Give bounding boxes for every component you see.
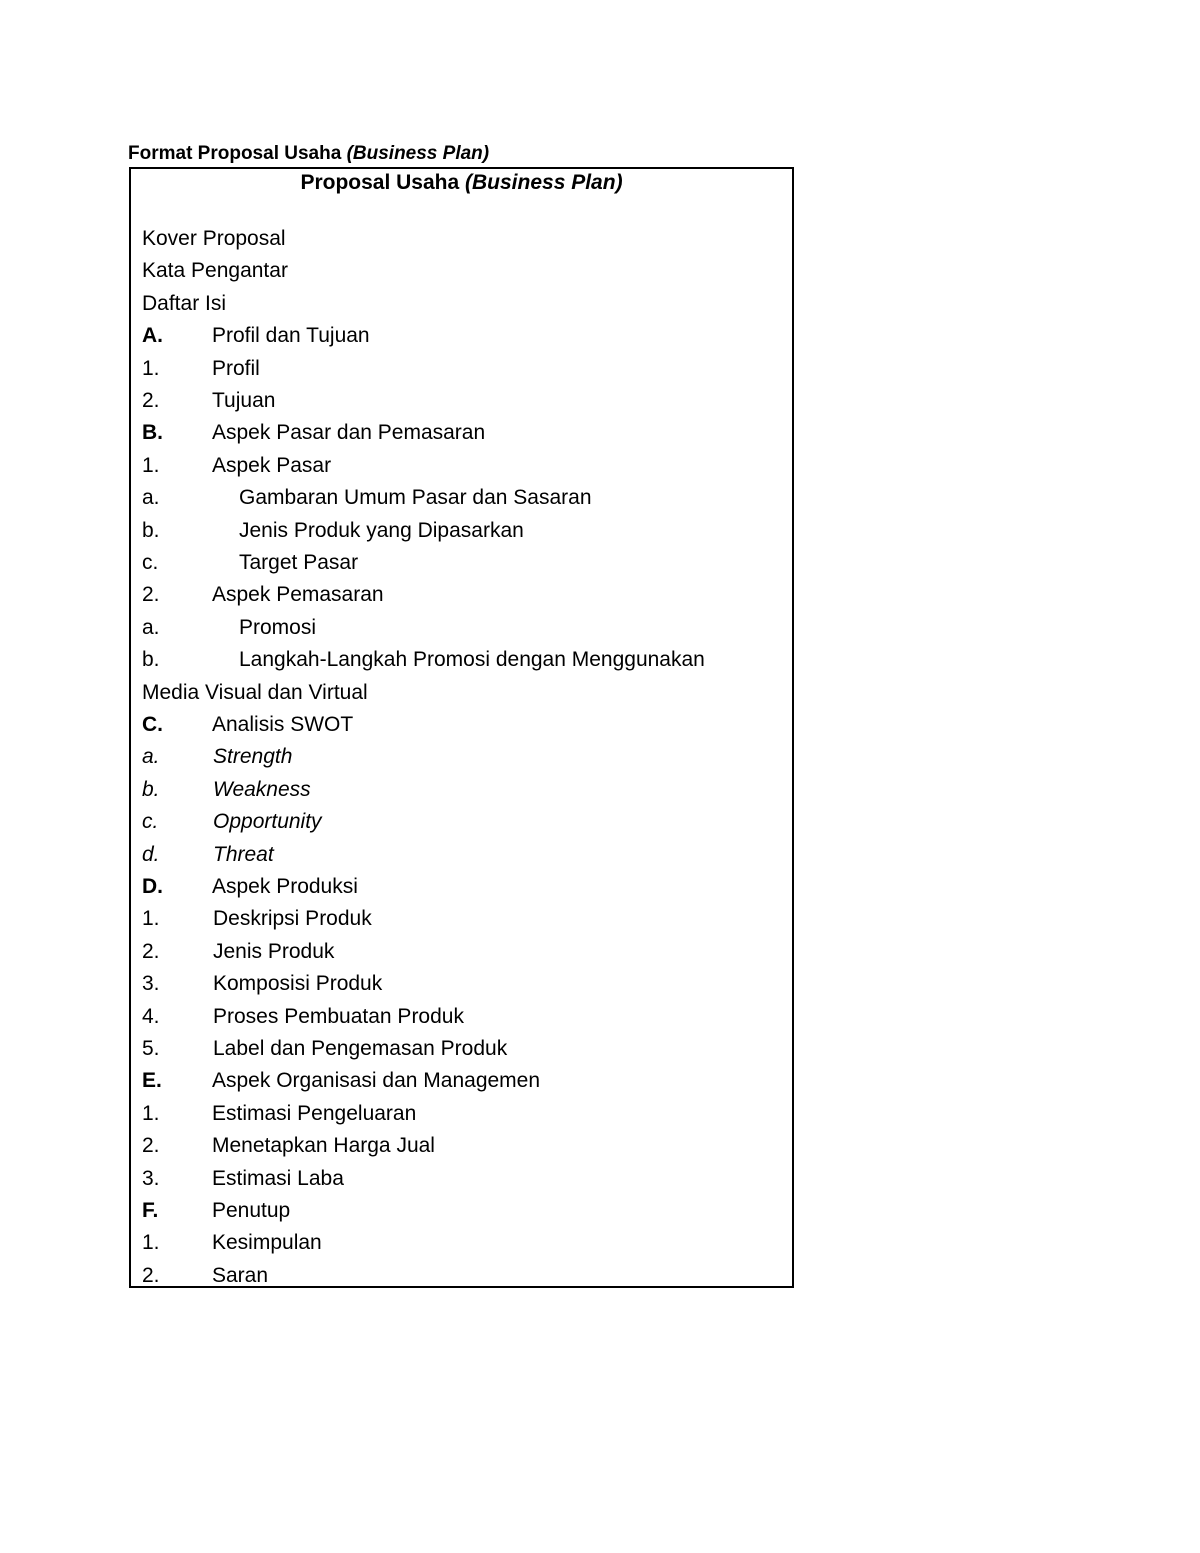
outline-item-marker: 4. bbox=[142, 1004, 160, 1028]
outline-item bbox=[142, 387, 275, 415]
heading-text: Format Proposal Usaha bbox=[128, 143, 342, 164]
outline-item bbox=[142, 1165, 344, 1193]
outline-item-text: Kover Proposal bbox=[142, 227, 286, 250]
outline-item-marker: C. bbox=[142, 713, 163, 736]
outline-item bbox=[142, 517, 524, 545]
outline-item-marker: b. bbox=[142, 518, 160, 542]
outline-item-text: Profil dan Tujuan bbox=[212, 324, 370, 348]
outline-item bbox=[142, 614, 316, 642]
outline-item-marker: F. bbox=[142, 1199, 159, 1222]
outline-item-marker: B. bbox=[142, 421, 163, 445]
outline-item bbox=[142, 290, 226, 318]
outline-item-marker: E. bbox=[142, 1069, 162, 1093]
outline-item-text: Aspek Pemasaran bbox=[212, 583, 384, 607]
outline-title-text: Proposal Usaha bbox=[300, 171, 460, 194]
outline-item-text: Aspek Organisasi dan Managemen bbox=[212, 1069, 541, 1093]
outline-item bbox=[142, 1067, 540, 1095]
outline-item-marker: 1. bbox=[142, 356, 160, 380]
outline-item-text: Analisis SWOT bbox=[212, 713, 354, 736]
outline-item bbox=[142, 711, 353, 739]
outline-item-marker: b. bbox=[142, 777, 160, 801]
outline-item bbox=[142, 1003, 464, 1031]
outline-item-text: Deskripsi Produk bbox=[213, 907, 372, 931]
outline-item-text: Kesimpulan bbox=[212, 1231, 322, 1255]
outline-item bbox=[142, 873, 358, 901]
outline-item-text: Profil bbox=[212, 356, 260, 380]
outline-item-marker: 1. bbox=[142, 1231, 160, 1255]
outline-item-marker: b. bbox=[142, 648, 160, 672]
outline-item-text: Estimasi Laba bbox=[212, 1166, 344, 1190]
outline-item-text: Threat bbox=[213, 842, 274, 866]
outline-title bbox=[131, 171, 792, 195]
outline-item-marker: d. bbox=[142, 842, 160, 866]
outline-item-text: Penutup bbox=[212, 1199, 291, 1222]
outline-item-text: Aspek Pasar dan Pemasaran bbox=[212, 421, 486, 445]
outline-item bbox=[142, 841, 274, 869]
outline-item-text: Strength bbox=[213, 745, 293, 769]
outline-item bbox=[142, 355, 260, 383]
outline-item bbox=[142, 1197, 290, 1225]
outline-item-text: Komposisi Produk bbox=[213, 972, 383, 996]
outline-item bbox=[142, 1035, 507, 1063]
outline-item-text: Menetapkan Harga Jual bbox=[212, 1134, 435, 1158]
outline-item-text: Weakness bbox=[213, 777, 311, 801]
outline-item-text: Aspek Pasar bbox=[212, 453, 332, 477]
outline-item-text: Daftar Isi bbox=[142, 291, 227, 315]
outline-item-marker: 1. bbox=[142, 1101, 160, 1125]
document-heading bbox=[128, 143, 489, 165]
outline-item bbox=[142, 938, 334, 966]
outline-item-marker: 2. bbox=[142, 389, 160, 412]
outline-item-marker: 1. bbox=[142, 453, 160, 477]
outline-item bbox=[142, 322, 370, 350]
outline-item-text: Jenis Produk yang Dipasarkan bbox=[239, 518, 524, 542]
outline-item-marker: c. bbox=[142, 551, 159, 574]
outline-item-marker: a. bbox=[142, 615, 160, 639]
outline-item-marker: 2. bbox=[142, 1263, 160, 1287]
outline-item-marker: 5. bbox=[142, 1037, 160, 1060]
outline-item bbox=[142, 419, 485, 447]
outline-item-text: Kata Pengantar bbox=[142, 259, 288, 283]
outline-item-text: Saran bbox=[212, 1263, 269, 1287]
outline-item-text: Media Visual dan Virtual bbox=[142, 680, 368, 704]
outline-item bbox=[142, 1262, 268, 1290]
outline-item bbox=[142, 1229, 322, 1257]
outline-item-marker: a. bbox=[142, 486, 160, 510]
outline-item bbox=[142, 484, 592, 512]
outline-item-text: Aspek Produksi bbox=[212, 875, 358, 898]
outline-item-text: Jenis Produk bbox=[213, 939, 335, 963]
outline-item bbox=[142, 905, 372, 933]
outline-item-marker: a. bbox=[142, 745, 160, 769]
outline-item bbox=[142, 257, 288, 285]
outline-item-marker: 1. bbox=[142, 907, 160, 931]
outline-item-text: Promosi bbox=[239, 615, 317, 639]
outline-item-marker: D. bbox=[142, 875, 163, 898]
outline-title-italic: (Business Plan) bbox=[465, 171, 623, 194]
outline-item bbox=[142, 776, 311, 804]
heading-italic: (Business Plan) bbox=[346, 143, 490, 164]
outline-item bbox=[142, 549, 358, 577]
outline-item-marker: 3. bbox=[142, 972, 160, 996]
outline-item-text: Proses Pembuatan Produk bbox=[213, 1004, 464, 1028]
outline-item bbox=[142, 646, 705, 674]
outline-item bbox=[142, 808, 322, 836]
outline-item-marker: 2. bbox=[142, 1134, 160, 1158]
outline-item-marker: A. bbox=[142, 324, 163, 348]
outline-item-text: Estimasi Pengeluaran bbox=[212, 1101, 417, 1125]
outline-item bbox=[142, 581, 384, 609]
outline-item-text: Gambaran Umum Pasar dan Sasaran bbox=[239, 486, 592, 510]
outline-item-text: Tujuan bbox=[212, 389, 276, 412]
outline-item-text: Langkah-Langkah Promosi dengan Menggunakan bbox=[239, 648, 705, 672]
outline-item-marker: 2. bbox=[142, 939, 160, 963]
outline-item-marker: 2. bbox=[142, 583, 160, 607]
outline-item-marker: c. bbox=[142, 810, 159, 834]
outline-item bbox=[142, 743, 292, 771]
outline-item bbox=[142, 452, 331, 480]
outline-item bbox=[142, 1132, 435, 1160]
outline-item bbox=[142, 225, 286, 253]
outline-item-text: Opportunity bbox=[213, 810, 322, 834]
outline-item-text: Label dan Pengemasan Produk bbox=[213, 1037, 508, 1060]
outline-item bbox=[142, 679, 368, 707]
outline-box bbox=[129, 167, 794, 1288]
outline-item bbox=[142, 970, 382, 998]
outline-item-text: Target Pasar bbox=[239, 551, 359, 574]
outline-item bbox=[142, 1100, 416, 1128]
outline-item-marker: 3. bbox=[142, 1166, 160, 1190]
